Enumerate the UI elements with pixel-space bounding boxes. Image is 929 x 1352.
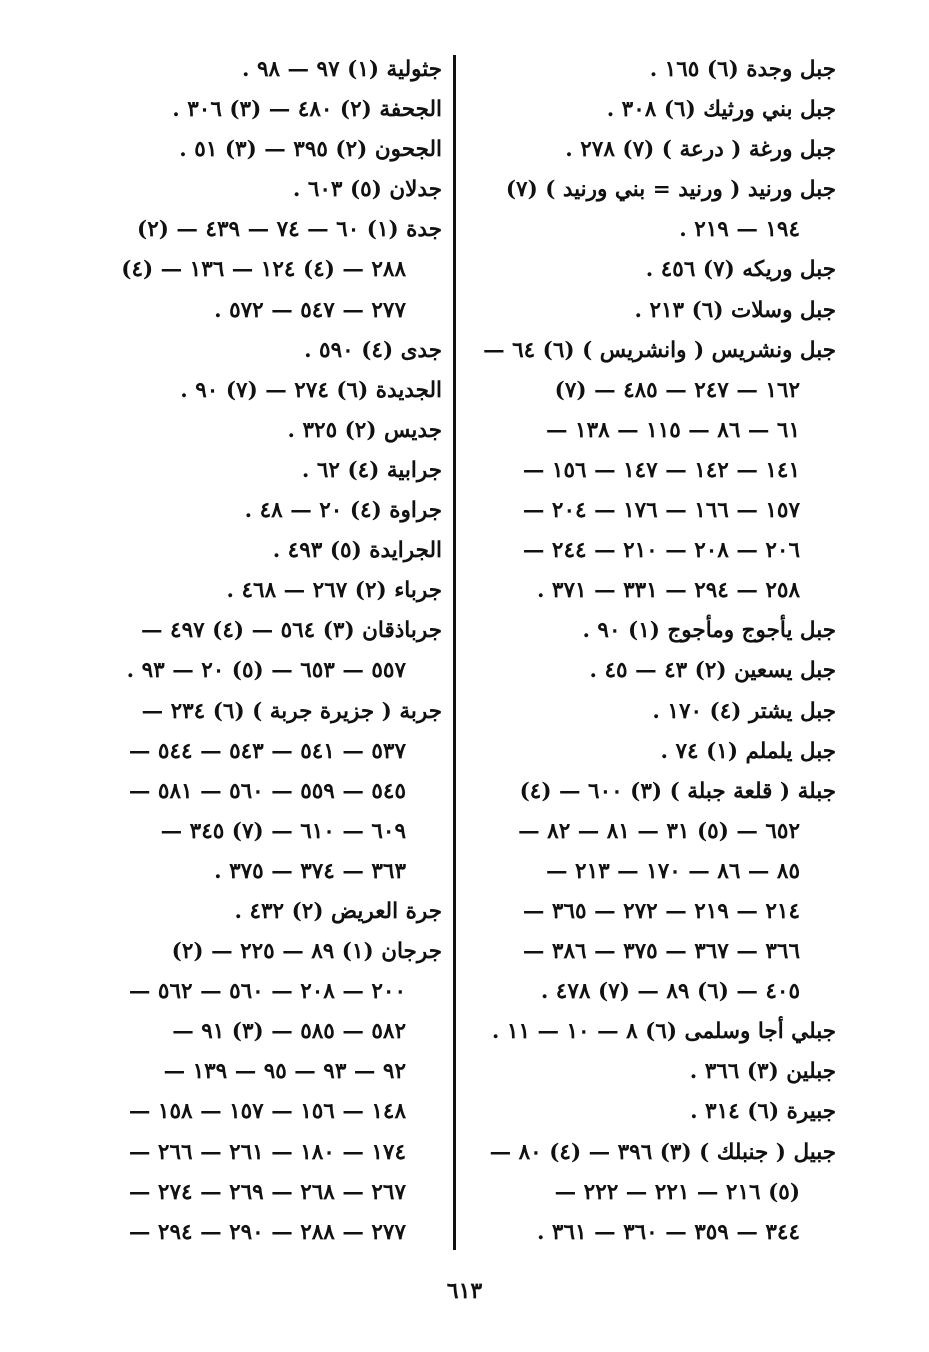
index-entry-continuation: ٢٧٧ — ٥٤٧ — ٥٧٢ . bbox=[214, 297, 406, 323]
index-entry-continuation: ٢٥٨ — ٢٩٤ — ٣٣١ — ٣٧١ . bbox=[536, 578, 800, 604]
index-entry-continuation: ١٩٤ — ٢١٩ . bbox=[679, 217, 800, 243]
index-entry: جبل ونشريس ( وانشريس ) (٦) ٦٤ — bbox=[483, 337, 836, 363]
index-entry-continuation: ٦١ — ٨٦ — ١١٥ — ١٣٨ — bbox=[546, 417, 800, 443]
index-entry: الجحفة (٢) ٤٨٠ — (٣) ٣٠٦ . bbox=[172, 97, 442, 123]
index-column-right bbox=[474, 50, 836, 1253]
index-entry: جبل يلملم (١) ٧٤ . bbox=[660, 738, 836, 764]
index-entry: جدى (٤) ٥٩٠ . bbox=[304, 337, 442, 363]
index-entry: جبل يشتر (٤) ١٧٠ . bbox=[652, 698, 836, 724]
index-entry: جرة العريض (٢) ٤٣٢ . bbox=[234, 898, 442, 924]
index-entry-continuation: ٢١٤ — ٢١٩ — ٢٧٢ — ٣٦٥ — bbox=[522, 898, 800, 924]
index-entry-continuation: ١٤٨ — ١٥٦ — ١٥٧ — ١٥٨ — bbox=[128, 1099, 406, 1125]
index-entry-continuation: ٢٧٧ — ٢٨٨ — ٢٩٠ — ٢٩٤ — bbox=[128, 1219, 406, 1245]
index-entry: جرابية (٤) ٦٢ . bbox=[301, 457, 442, 483]
index-entry-continuation: (٥) ٢١٦ — ٢٢١ — ٢٢٢ — bbox=[554, 1179, 800, 1205]
index-entry-continuation: ٣٦٦ — ٣٦٧ — ٣٧٥ — ٣٨٦ — bbox=[522, 939, 800, 965]
index-entry-continuation: ٤٠٥ — (٦) ٨٩ — (٧) ٤٧٨ . bbox=[540, 979, 800, 1005]
index-entry: جدلان (٥) ٦٠٣ . bbox=[292, 177, 442, 203]
index-entry-continuation: ١٥٧ — ١٦٦ — ١٧٦ — ٢٠٤ — bbox=[522, 498, 800, 524]
index-entry-continuation: ١٧٤ — ١٨٠ — ٢٦١ — ٢٦٦ — bbox=[128, 1139, 406, 1165]
index-entry-continuation: ٢٦٧ — ٢٦٨ — ٢٦٩ — ٢٧٤ — bbox=[128, 1179, 406, 1205]
index-entry-continuation: ٥٨٢ — ٥٨٥ — (٣) ٩١ — bbox=[172, 1019, 406, 1045]
index-entry: جراوة (٤) ٢٠ — ٤٨ . bbox=[244, 498, 442, 524]
index-entry: جبل يسعين (٢) ٤٣ — ٤٥ . bbox=[589, 658, 836, 684]
index-entry: جدة (١) ٦٠ — ٧٤ — ٤٣٩ — (٢) bbox=[137, 217, 442, 243]
index-entry-continuation: ٨٥ — ٨٦ — ١٧٠ — ٢١٣ — bbox=[546, 858, 800, 884]
index-entry-continuation: ٢٨٨ — (٤) ١٢٤ — ١٣٦ — (٤) bbox=[121, 257, 406, 283]
index-entry-continuation: ٥٤٥ — ٥٥٩ — ٥٦٠ — ٥٨١ — bbox=[128, 778, 406, 804]
index-entry-continuation: ٣٤٤ — ٣٥٩ — ٣٦٠ — ٣٦١ . bbox=[536, 1219, 800, 1245]
page-number: ٦١٣ bbox=[446, 1278, 483, 1304]
index-entry-continuation: ٥٥٧ — ٦٥٣ — (٥) ٢٠ — ٩٣ . bbox=[126, 658, 406, 684]
index-entry: جبلي أجا وسلمى (٦) ٨ — ١٠ — ١١ . bbox=[491, 1019, 836, 1045]
index-entry: الجديدة (٦) ٢٧٤ — (٧) ٩٠ . bbox=[180, 377, 442, 403]
index-entry: جرجان (١) ٨٩ — ٢٢٥ — (٢) bbox=[171, 939, 442, 965]
index-entry: جثولية (١) ٩٧ — ٩٨ . bbox=[241, 57, 442, 82]
index-entry: جبلة ( قلعة جبلة ) (٣) ٦٠٠ — (٤) bbox=[519, 778, 836, 804]
index-entry: جبل ورغة ( درعة ) (٧) ٢٧٨ . bbox=[565, 137, 836, 163]
index-entry-continuation: ١٤١ — ١٤٢ — ١٤٧ — ١٥٦ — bbox=[522, 457, 800, 483]
index-entry-continuation: ٣٦٣ — ٣٧٤ — ٣٧٥ . bbox=[214, 858, 406, 884]
index-entry-continuation: ٢٠٦ — ٢٠٨ — ٢١٠ — ٢٤٤ — bbox=[522, 538, 800, 564]
index-entry: جبلين (٣) ٣٦٦ . bbox=[689, 1059, 836, 1085]
index-entry: جبل وجدة (٦) ١٦٥ . bbox=[649, 57, 836, 82]
index-entry: جبل وريكه (٧) ٤٥٦ . bbox=[645, 257, 836, 283]
column-divider bbox=[453, 55, 456, 1250]
index-entry: جبل بني ورثيك (٦) ٣٠٨ . bbox=[606, 97, 836, 123]
index-entry: جربة ( جزيرة جربة ) (٦) ٢٣٤ — bbox=[141, 698, 442, 724]
index-entry-continuation: ٩٢ — ٩٣ — ٩٥ — ١٣٩ — bbox=[163, 1059, 406, 1085]
index-entry-continuation: ٦٥٢ — (٥) ٣١ — ٨١ — ٨٢ — bbox=[518, 818, 800, 844]
index-entry-continuation: ٥٣٧ — ٥٤١ — ٥٤٣ — ٥٤٤ — bbox=[128, 738, 406, 764]
index-entry: جبل وسلات (٦) ٢١٣ . bbox=[634, 297, 836, 323]
index-entry-continuation: ٦٠٩ — ٦١٠ — (٧) ٣٤٥ — bbox=[160, 818, 406, 844]
index-entry-continuation: ١٦٢ — ٢٤٧ — ٤٨٥ — (٧) bbox=[554, 377, 800, 403]
index-entry: جبيرة (٦) ٣١٤ . bbox=[690, 1099, 836, 1125]
index-entry: جبيل ( جنبلك ) (٣) ٣٩٦ — (٤) ٨٠ — bbox=[489, 1139, 836, 1165]
index-column-left bbox=[82, 50, 442, 1253]
index-entry: جبل ورنيد ( ورنيد = بني ورنيد ) (٧) bbox=[505, 177, 836, 203]
index-entry: جديس (٢) ٣٢٥ . bbox=[287, 417, 442, 443]
index-entry: جبل يأجوج ومأجوج (١) ٩٠ . bbox=[582, 618, 836, 644]
index-entry: جرباء (٢) ٢٦٧ — ٤٦٨ . bbox=[226, 578, 442, 604]
index-entry-continuation: ٢٠٠ — ٢٠٨ — ٥٦٠ — ٥٦٢ — bbox=[128, 979, 406, 1005]
index-entry: الجرايدة (٥) ٤٩٣ . bbox=[272, 538, 442, 564]
index-entry: الجحون (٢) ٣٩٥ — (٣) ٥١ . bbox=[179, 137, 442, 163]
index-entry: جرباذقان (٣) ٥٦٤ — (٤) ٤٩٧ — bbox=[141, 618, 442, 644]
